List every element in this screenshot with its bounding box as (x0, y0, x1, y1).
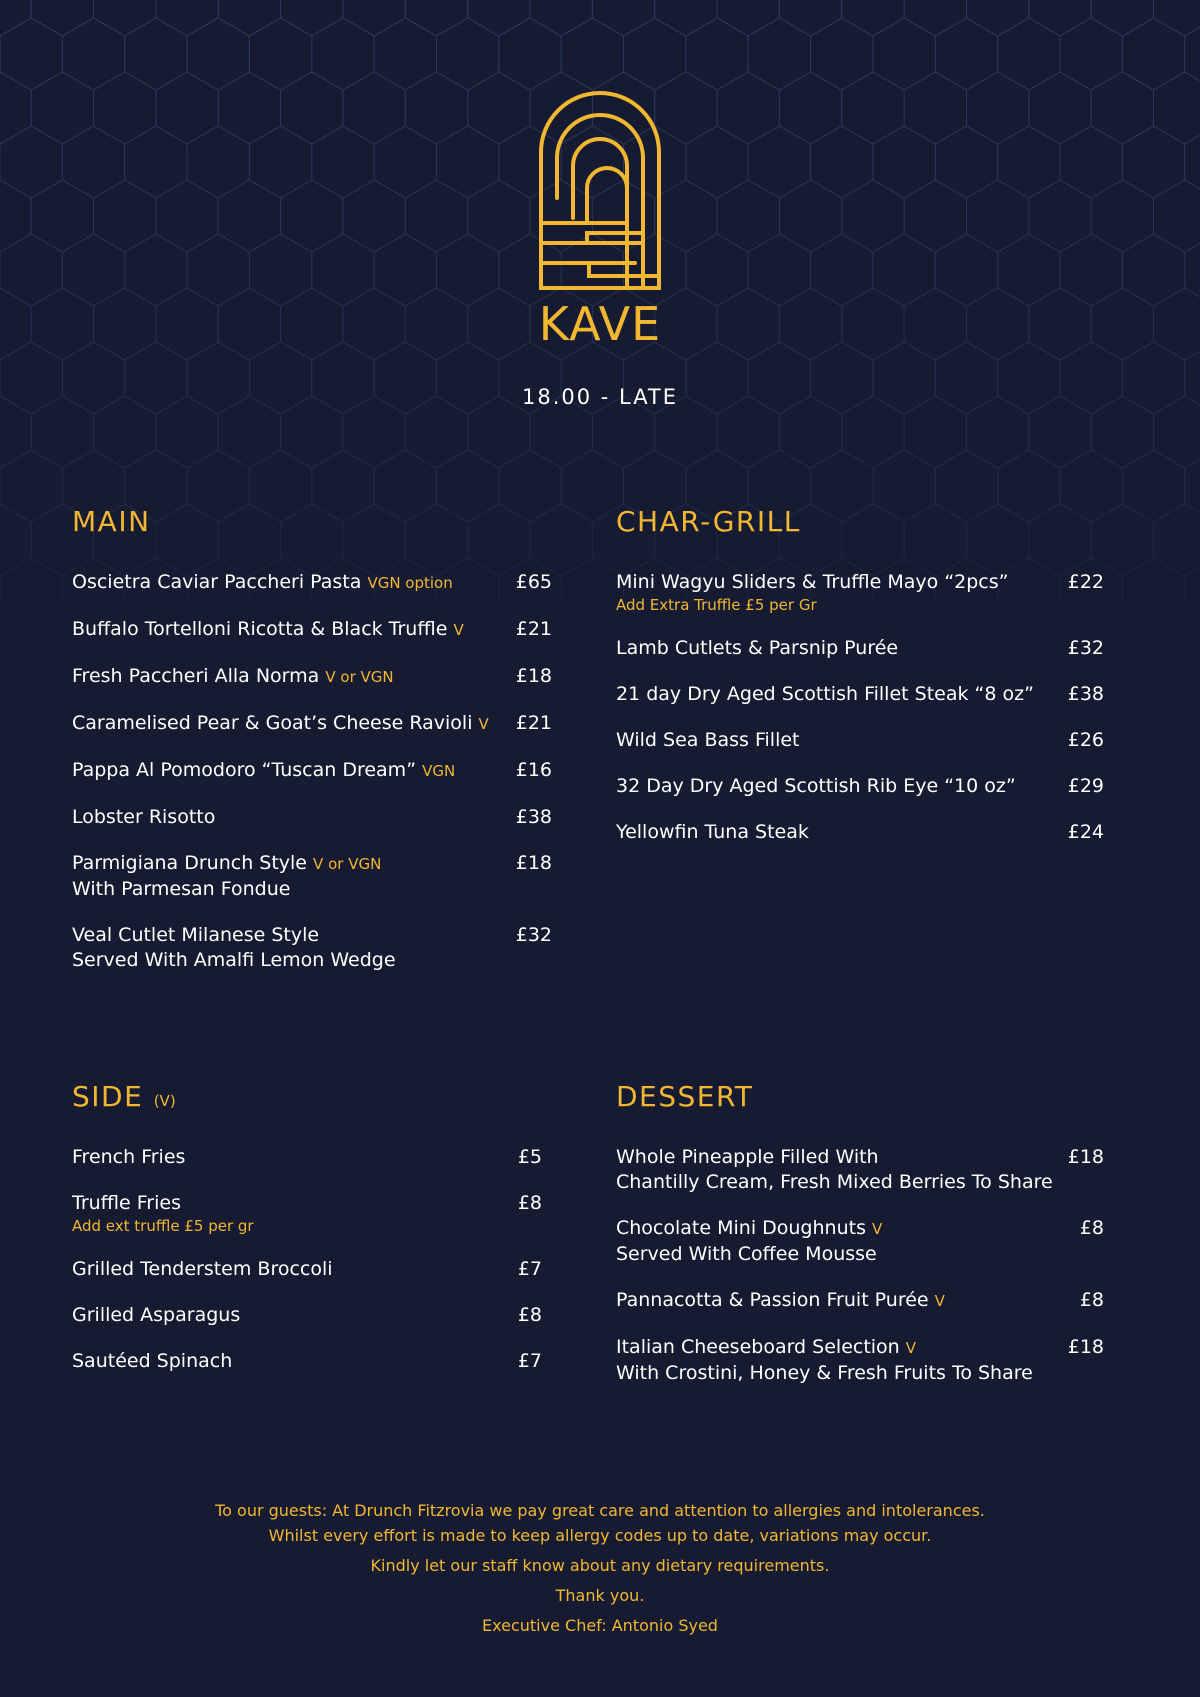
diet-tag: V (872, 1220, 883, 1238)
hexagon-cell (1029, 0, 1091, 36)
hexagon-cell (374, 234, 436, 306)
hexagon-cell (187, 126, 249, 198)
item-name: Italian Cheeseboard Selection (616, 1336, 900, 1358)
hexagon-cell (1122, 234, 1184, 306)
hexagon-cell (1154, 0, 1200, 36)
hexagon-cell (156, 288, 218, 360)
item-name: Lamb Cutlets & Parsnip Purée (616, 637, 899, 659)
hexagon-cell (873, 18, 935, 90)
hexagon-cell (842, 180, 904, 252)
hexagon-cell (779, 72, 841, 144)
hexagon-cell (1154, 504, 1200, 576)
hexagon-cell (935, 126, 997, 198)
hexagon-cell (561, 450, 623, 522)
item-line (72, 1303, 482, 1328)
hexagon-cell (218, 288, 280, 360)
item-price: £65 (515, 571, 552, 593)
hexagon-cell (748, 126, 810, 198)
item-price: £24 (1067, 821, 1104, 843)
hexagon-cell (998, 234, 1060, 306)
hexagon-cell (0, 126, 62, 198)
item-line (616, 1335, 1044, 1361)
item-price: £32 (1067, 637, 1104, 659)
hexagon-cell (437, 18, 499, 90)
hexagon-cell (1122, 558, 1184, 600)
hexagon-cell (62, 126, 124, 198)
item-line (72, 617, 492, 643)
item-line (72, 1349, 482, 1374)
item-price: £8 (517, 1192, 542, 1214)
allergy-notice (0, 1498, 1200, 1638)
hexagon-cell (873, 234, 935, 306)
hexagon-cell (31, 72, 93, 144)
hexagon-cell (967, 0, 1029, 36)
thank-you: Thank you. (555, 1586, 645, 1605)
hexagon-cell (125, 234, 187, 306)
allergy-notice-line: Whilst every effort is made to keep allergy codes up to date, variations may occur. (268, 1526, 932, 1545)
hexagon-cell (0, 180, 31, 252)
hexagon-cell (343, 288, 405, 360)
menu-item (72, 711, 552, 737)
hexagon-cell (1060, 18, 1122, 90)
hexagon-cell (0, 72, 31, 144)
item-line (72, 1257, 482, 1282)
item-name: Parmigiana Drunch Style (72, 852, 307, 874)
hexagon-cell (686, 126, 748, 198)
hexagon-cell (281, 288, 343, 360)
hexagon-cell (842, 72, 904, 144)
item-price: £38 (1067, 683, 1104, 705)
hexagon-cell (0, 234, 62, 306)
diet-tag: V (934, 1292, 945, 1310)
section-title-chargrill: CHAR-GRILL (616, 505, 801, 538)
dessert-list (616, 1145, 1104, 1386)
hexagon-cell (0, 504, 31, 576)
hexagon-cell (686, 18, 748, 90)
menu-item (616, 774, 1104, 799)
menu-item (616, 682, 1104, 707)
menu-item (616, 636, 1104, 661)
hexagon-cell (967, 72, 1029, 144)
hexagon-cell (717, 288, 779, 360)
item-price: £8 (1079, 1289, 1104, 1311)
hexagon-cell (499, 18, 561, 90)
hexagon-cell (1122, 126, 1184, 198)
hexagon-cell (156, 180, 218, 252)
menu-item (72, 1191, 542, 1236)
item-price: £21 (515, 618, 552, 640)
hexagon-cell (218, 72, 280, 144)
item-name: Grilled Tenderstem Broccoli (72, 1258, 333, 1280)
item-line (72, 923, 492, 948)
hexagon-cell (904, 0, 966, 36)
item-line (616, 1216, 1044, 1242)
item-name: Grilled Asparagus (72, 1304, 241, 1326)
menu-item (616, 570, 1104, 615)
hexagon-cell (1091, 288, 1153, 360)
hexagon-cell (0, 288, 31, 360)
hexagon-cell (624, 18, 686, 90)
menu-item (616, 1335, 1104, 1386)
hexagon-cell (343, 180, 405, 252)
hexagon-cell (717, 0, 779, 36)
menu-item (72, 1257, 542, 1282)
item-name: Whole Pineapple Filled With (616, 1146, 879, 1168)
item-name: Fresh Paccheri Alla Norma (72, 665, 320, 687)
item-line (72, 1191, 482, 1216)
hexagon-cell (94, 72, 156, 144)
logo-wordmark: KAVE (538, 297, 662, 348)
item-line (72, 851, 492, 877)
item-name: Sautéed Spinach (72, 1350, 233, 1372)
hexagon-cell (468, 180, 530, 252)
item-price: £21 (515, 712, 552, 734)
main-section (72, 505, 552, 994)
hexagon-cell (1122, 18, 1184, 90)
item-name: Truffle Fries (72, 1192, 181, 1214)
hexagon-cell (468, 0, 530, 36)
hexagon-cell (187, 18, 249, 90)
hexagon-cell (655, 0, 717, 36)
diet-tag: V or VGN (313, 855, 382, 873)
hexagon-cell (811, 126, 873, 198)
hexagon-cell (779, 288, 841, 360)
item-price: £16 (515, 759, 552, 781)
item-line (616, 682, 1044, 707)
hexagon-cell (717, 72, 779, 144)
hexagon-cell (1122, 450, 1184, 522)
hexagon-cell (125, 18, 187, 90)
menu-item (616, 1288, 1104, 1314)
item-name: Chocolate Mini Doughnuts (616, 1217, 866, 1239)
hexagon-cell (1060, 126, 1122, 198)
hexagon-cell (156, 72, 218, 144)
hexagon-cell (779, 180, 841, 252)
item-description: Served With Coffee Mousse (616, 1243, 877, 1265)
hexagon-cell (405, 180, 467, 252)
hexagon-cell (312, 234, 374, 306)
item-name: Veal Cutlet Milanese Style (72, 924, 320, 946)
hexagon-cell (31, 180, 93, 252)
item-description: Served With Amalfi Lemon Wedge (72, 949, 396, 971)
hexagon-cell (530, 0, 592, 36)
hexagon-cell (94, 288, 156, 360)
item-price: £32 (515, 924, 552, 946)
item-line (616, 636, 1044, 661)
item-description: With Crostini, Honey & Fresh Fruits To Share (616, 1362, 1033, 1384)
item-price: £7 (517, 1350, 542, 1372)
item-price: £38 (515, 806, 552, 828)
item-name: French Fries (72, 1146, 186, 1168)
hexagon-cell (94, 0, 156, 36)
hexagon-cell (62, 234, 124, 306)
hexagon-cell (281, 0, 343, 36)
section-title-main: MAIN (72, 505, 151, 538)
opening-hours: 18.00 - LATE (521, 385, 679, 409)
menu-item (72, 1303, 542, 1328)
menu-item (616, 1145, 1104, 1195)
hexagon-cell (1029, 180, 1091, 252)
item-price: £18 (1067, 1336, 1104, 1358)
item-addon-note: Add Extra Truffle £5 per Gr (616, 596, 817, 614)
hexagon-cell (1029, 288, 1091, 360)
hexagon-cell (94, 180, 156, 252)
item-line (72, 805, 492, 830)
hexagon-cell (31, 288, 93, 360)
item-line (616, 820, 1044, 845)
item-name: Pappa Al Pomodoro “Tuscan Dream” (72, 759, 417, 781)
hexagon-cell (842, 0, 904, 36)
menu-item (616, 728, 1104, 753)
hexagon-cell (748, 234, 810, 306)
hexagon-cell (935, 234, 997, 306)
hexagon-cell (748, 18, 810, 90)
side-title-text: SIDE (72, 1080, 144, 1113)
item-line (72, 570, 492, 596)
menu-item (616, 820, 1104, 845)
item-price: £18 (515, 852, 552, 874)
item-line (72, 664, 492, 690)
hexagon-cell (998, 126, 1060, 198)
main-list (72, 570, 552, 973)
section-title-side (72, 1080, 542, 1113)
hexagon-cell (468, 72, 530, 144)
hexagon-cell (1029, 72, 1091, 144)
menu-item (72, 851, 552, 902)
hexagon-cell (218, 180, 280, 252)
item-line (616, 570, 1044, 595)
hexagon-cell (31, 0, 93, 36)
item-line (72, 711, 492, 737)
hexagon-cell (0, 558, 62, 600)
hexagon-cell (1154, 288, 1200, 360)
item-price: £22 (1067, 571, 1104, 593)
hexagon-cell (437, 126, 499, 198)
menu-item (72, 1145, 542, 1170)
chargrill-list (616, 570, 1104, 845)
hexagon-cell (967, 288, 1029, 360)
hexagon-cell (561, 558, 623, 600)
hexagon-cell (717, 180, 779, 252)
item-price: £5 (517, 1146, 542, 1168)
allergy-notice-line: Kindly let our staff know about any dietary requirements. (370, 1556, 830, 1575)
hexagon-cell (967, 180, 1029, 252)
hexagon-cell (686, 234, 748, 306)
side-list (72, 1145, 542, 1374)
hexagon-cell (187, 234, 249, 306)
hexagon-cell (374, 126, 436, 198)
hexagon-cell (312, 18, 374, 90)
dessert-section (616, 1080, 1104, 1407)
hexagon-cell (904, 288, 966, 360)
hexagon-cell (873, 126, 935, 198)
menu-item (72, 923, 552, 973)
executive-chef: Executive Chef: Antonio Syed (482, 1616, 718, 1635)
hexagon-cell (281, 72, 343, 144)
hexagon-cell (779, 0, 841, 36)
hexagon-cell (125, 126, 187, 198)
item-price: £7 (517, 1258, 542, 1280)
hexagon-cell (0, 450, 62, 522)
item-name: Oscietra Caviar Paccheri Pasta (72, 571, 362, 593)
item-line (616, 774, 1044, 799)
hexagon-cell (156, 0, 218, 36)
item-line (72, 758, 492, 784)
item-name: Pannacotta & Passion Fruit Purée (616, 1289, 929, 1311)
kave-logo (535, 88, 665, 348)
hexagon-cell (312, 126, 374, 198)
diet-tag: V (478, 715, 489, 733)
side-vegetarian-note: (V) (153, 1092, 176, 1110)
hexagon-cell (405, 288, 467, 360)
diet-tag: V (453, 621, 464, 639)
hexagon-cell (468, 288, 530, 360)
diet-tag: V (905, 1339, 917, 1357)
item-name: Wild Sea Bass Fillet (616, 729, 800, 751)
item-price: £26 (1067, 729, 1104, 751)
diet-tag: VGN (422, 762, 456, 780)
item-description: With Parmesan Fondue (72, 878, 291, 900)
diet-tag: VGN option (367, 574, 453, 592)
hexagon-cell (249, 234, 311, 306)
menu-item (72, 570, 552, 596)
item-name: Buffalo Tortelloni Ricotta & Black Truffle (72, 618, 448, 640)
menu-item (72, 617, 552, 643)
hexagon-cell (1154, 180, 1200, 252)
allergy-notice-line: To our guests: At Drunch Fitzrovia we pay great care and attention to allergies and intolerances. (215, 1501, 985, 1520)
item-price: £8 (517, 1304, 542, 1326)
item-name: Yellowfin Tuna Steak (616, 821, 809, 843)
item-line (616, 728, 1044, 753)
hexagon-cell (343, 0, 405, 36)
menu-item (72, 1349, 542, 1374)
hexagon-cell (281, 180, 343, 252)
hexagon-cell (904, 72, 966, 144)
item-line (72, 1145, 482, 1170)
hexagon-cell (1091, 72, 1153, 144)
hexagon-cell (374, 18, 436, 90)
item-price: £18 (1067, 1146, 1104, 1168)
hexagon-cell (842, 288, 904, 360)
hexagon-cell (249, 18, 311, 90)
hexagon-cell (0, 0, 31, 36)
hexagon-cell (343, 72, 405, 144)
hexagon-cell (904, 180, 966, 252)
diet-tag: V or VGN (325, 668, 394, 686)
hexagon-cell (1060, 234, 1122, 306)
hexagon-cell (405, 72, 467, 144)
item-line (616, 1288, 1044, 1314)
item-line (616, 1145, 1044, 1170)
item-addon-note: Add ext truffle £5 per gr (72, 1217, 254, 1235)
side-section (72, 1080, 542, 1395)
menu-item (72, 664, 552, 690)
hexagon-cell (1185, 558, 1200, 600)
item-price: £18 (515, 665, 552, 687)
item-price: £29 (1067, 775, 1104, 797)
hexagon-cell (998, 18, 1060, 90)
item-description: Chantilly Cream, Fresh Mixed Berries To Share (616, 1171, 1053, 1193)
hexagon-cell (249, 126, 311, 198)
chargrill-section (616, 505, 1104, 866)
hexagon-cell (1091, 180, 1153, 252)
hexagon-cell (437, 234, 499, 306)
hexagon-cell (1154, 72, 1200, 144)
hexagon-cell (561, 18, 623, 90)
item-name: Lobster Risotto (72, 806, 216, 828)
menu-item (616, 1216, 1104, 1267)
item-name: Mini Wagyu Sliders & Truffle Mayo “2pcs” (616, 571, 1009, 593)
hexagon-cell (935, 18, 997, 90)
hexagon-cell (811, 18, 873, 90)
hexagon-cell (592, 0, 654, 36)
hexagon-cell (62, 18, 124, 90)
hexagon-cell (1091, 0, 1153, 36)
hexagon-cell (218, 0, 280, 36)
section-title-dessert: DESSERT (616, 1080, 754, 1113)
menu-item (72, 805, 552, 830)
hexagon-cell (811, 234, 873, 306)
item-name: Caramelised Pear & Goat’s Cheese Ravioli (72, 712, 473, 734)
item-name: 21 day Dry Aged Scottish Fillet Steak “8 oz” (616, 683, 1034, 705)
item-name: 32 Day Dry Aged Scottish Rib Eye “10 oz” (616, 775, 1016, 797)
menu-item (72, 758, 552, 784)
item-price: £8 (1079, 1217, 1104, 1239)
hexagon-cell (405, 0, 467, 36)
hexagon-cell (0, 18, 62, 90)
